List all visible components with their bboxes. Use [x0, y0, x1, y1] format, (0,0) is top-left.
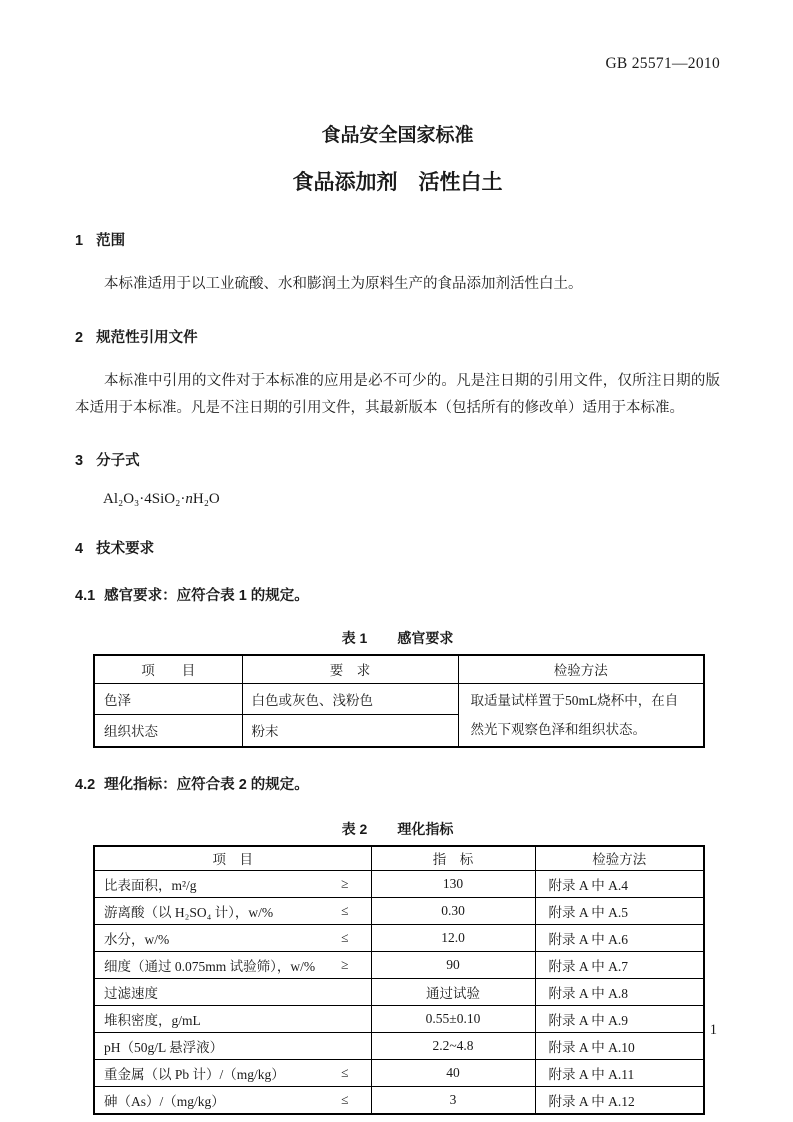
test-method: 附录 A 中 A.12: [535, 1087, 704, 1114]
table-1-caption-label: 表 1: [341, 630, 368, 646]
table-1-header-row: [94, 655, 704, 683]
sensory-requirements-table: [93, 654, 705, 748]
physicochemical-indicators-table: [93, 845, 705, 1115]
section-1-title: 范围: [96, 233, 126, 249]
table-1-caption: [75, 628, 720, 648]
table-2-header-method: 检验方法: [535, 846, 704, 871]
table-1-row-1-item: 色泽: [94, 683, 242, 715]
relation-symbol: ≤: [341, 1091, 349, 1107]
table-1-row-1-requirement: 白色或灰色、浅粉色: [242, 683, 458, 715]
indicator-value: 2.2~4.8: [371, 1033, 535, 1060]
indicator-value: 12.0: [371, 925, 535, 952]
section-2-number: 2: [75, 330, 84, 346]
indicator-name: 重金属（以 Pb 计）/（mg/kg）: [104, 1067, 285, 1082]
section-2-title: 规范性引用文件: [96, 330, 198, 346]
table-row: [94, 1033, 704, 1060]
relation-symbol: ≤: [341, 1065, 349, 1080]
table-2-header-item: 项 目: [94, 846, 371, 871]
indicator-name: 比表面积，m²/g: [104, 878, 197, 893]
indicator-name: 水分，w/%: [104, 932, 170, 947]
table-1-method-merged-cell: 取适量试样置于50mL烧杯中，在自然光下观察色泽和组织状态。: [458, 683, 704, 747]
table-row: [94, 925, 704, 952]
table-2-header-row: [94, 846, 704, 871]
section-4-title: 技术要求: [96, 541, 155, 557]
test-method: 附录 A 中 A.6: [535, 925, 704, 952]
section-4-2-text: 理化指标：应符合表 2 的规定。: [104, 776, 309, 793]
formula-n-variable: n: [185, 491, 193, 507]
indicator-value: 90: [371, 952, 535, 979]
relation-symbol: ≤: [341, 930, 349, 945]
indicator-value: 0.55±0.10: [371, 1006, 535, 1033]
formula-suffix: H₂O: [192, 491, 220, 507]
indicator-name: 堆积密度，g/mL: [104, 1013, 201, 1028]
test-method: 附录 A 中 A.7: [535, 952, 704, 979]
section-1-heading: [75, 229, 720, 250]
table-1-header-method: 检验方法: [458, 655, 704, 683]
table-row: [94, 1006, 704, 1033]
indicator-value: 通过试验: [371, 979, 535, 1006]
table-1-row-2-requirement: 粉末: [242, 715, 458, 747]
table-1-row-2-item: 组织状态: [94, 715, 242, 747]
section-2-body: 本标准中引用的文件对于本标准的应用是必不可少的。凡是注日期的引用文件，仅所注日期的版本适用于本标准。凡是不注日期的引用文件，其最新版本（包括所有的修改单）适用于本标准。: [75, 373, 720, 416]
test-method: 附录 A 中 A.8: [535, 979, 704, 1006]
table-1-header-requirement: 要 求: [242, 655, 458, 683]
table-row: [94, 979, 704, 1006]
test-method: 附录 A 中 A.5: [535, 898, 704, 925]
table-2-caption-title: 理化指标: [397, 820, 454, 837]
section-4-1-text: 感官要求：应符合表 1 的规定。: [104, 588, 309, 604]
table-1-caption-title: 感官要求: [397, 630, 454, 646]
table-2-caption-label: 表 2: [341, 820, 368, 837]
standard-title-line1: 食品安全国家标准: [321, 125, 474, 146]
table-row: [94, 898, 704, 925]
standard-title-line2: 食品添加剂 活性白土: [292, 171, 503, 194]
section-4-1-number: 4.1: [75, 588, 96, 604]
table-row: [94, 952, 704, 979]
relation-symbol: ≤: [341, 903, 349, 918]
indicator-value: 3: [371, 1087, 535, 1114]
section-4-heading: [75, 537, 720, 558]
section-3-heading: [75, 449, 720, 470]
section-1-number: 1: [75, 233, 84, 249]
section-3-number: 3: [75, 453, 84, 469]
table-2-caption: [75, 819, 720, 839]
test-method: 附录 A 中 A.9: [535, 1006, 704, 1033]
section-4-2-number: 4.2: [75, 776, 96, 793]
test-method: 附录 A 中 A.11: [535, 1060, 704, 1087]
indicator-value: 130: [371, 871, 535, 898]
relation-symbol: ≥: [341, 876, 349, 891]
table-row: [94, 683, 704, 715]
page-number: 1: [709, 1022, 717, 1038]
indicator-name: 砷（As）/（mg/kg）: [104, 1093, 225, 1109]
section-1-body: 本标准适用于以工业硫酸、水和膨润土为原料生产的食品添加剂活性白土。: [104, 276, 583, 292]
relation-symbol: ≥: [341, 957, 349, 972]
section-4-number: 4: [75, 541, 84, 557]
section-3-title: 分子式: [96, 453, 140, 469]
section-2-heading: [75, 326, 720, 347]
table-2-header-value: 指 标: [371, 846, 535, 871]
indicator-name: 游离酸（以 H₂SO₄ 计），w/%: [104, 905, 274, 920]
section-4-1-heading: [75, 584, 720, 605]
indicator-value: 0.30: [371, 898, 535, 925]
table-row: [94, 1087, 704, 1114]
indicator-name: 细度（通过 0.075mm 试验筛），w/%: [104, 959, 316, 974]
indicator-value: 40: [371, 1060, 535, 1087]
test-method: 附录 A 中 A.10: [535, 1033, 704, 1060]
table-1-header-item: 项 目: [94, 655, 242, 683]
page-content: [0, 120, 793, 1115]
table-row: [94, 1060, 704, 1087]
test-method: 附录 A 中 A.4: [535, 871, 704, 898]
section-4-2-heading: [75, 773, 720, 794]
molecular-formula: [103, 491, 720, 508]
doc-number: GB 25571—2010: [605, 55, 720, 72]
indicator-name: pH（50g/L 悬浮液）: [104, 1040, 224, 1055]
formula-prefix: Al₂O₃·4SiO₂·: [103, 491, 186, 507]
table-row: [94, 871, 704, 898]
indicator-name: 过滤速度: [104, 986, 158, 1001]
